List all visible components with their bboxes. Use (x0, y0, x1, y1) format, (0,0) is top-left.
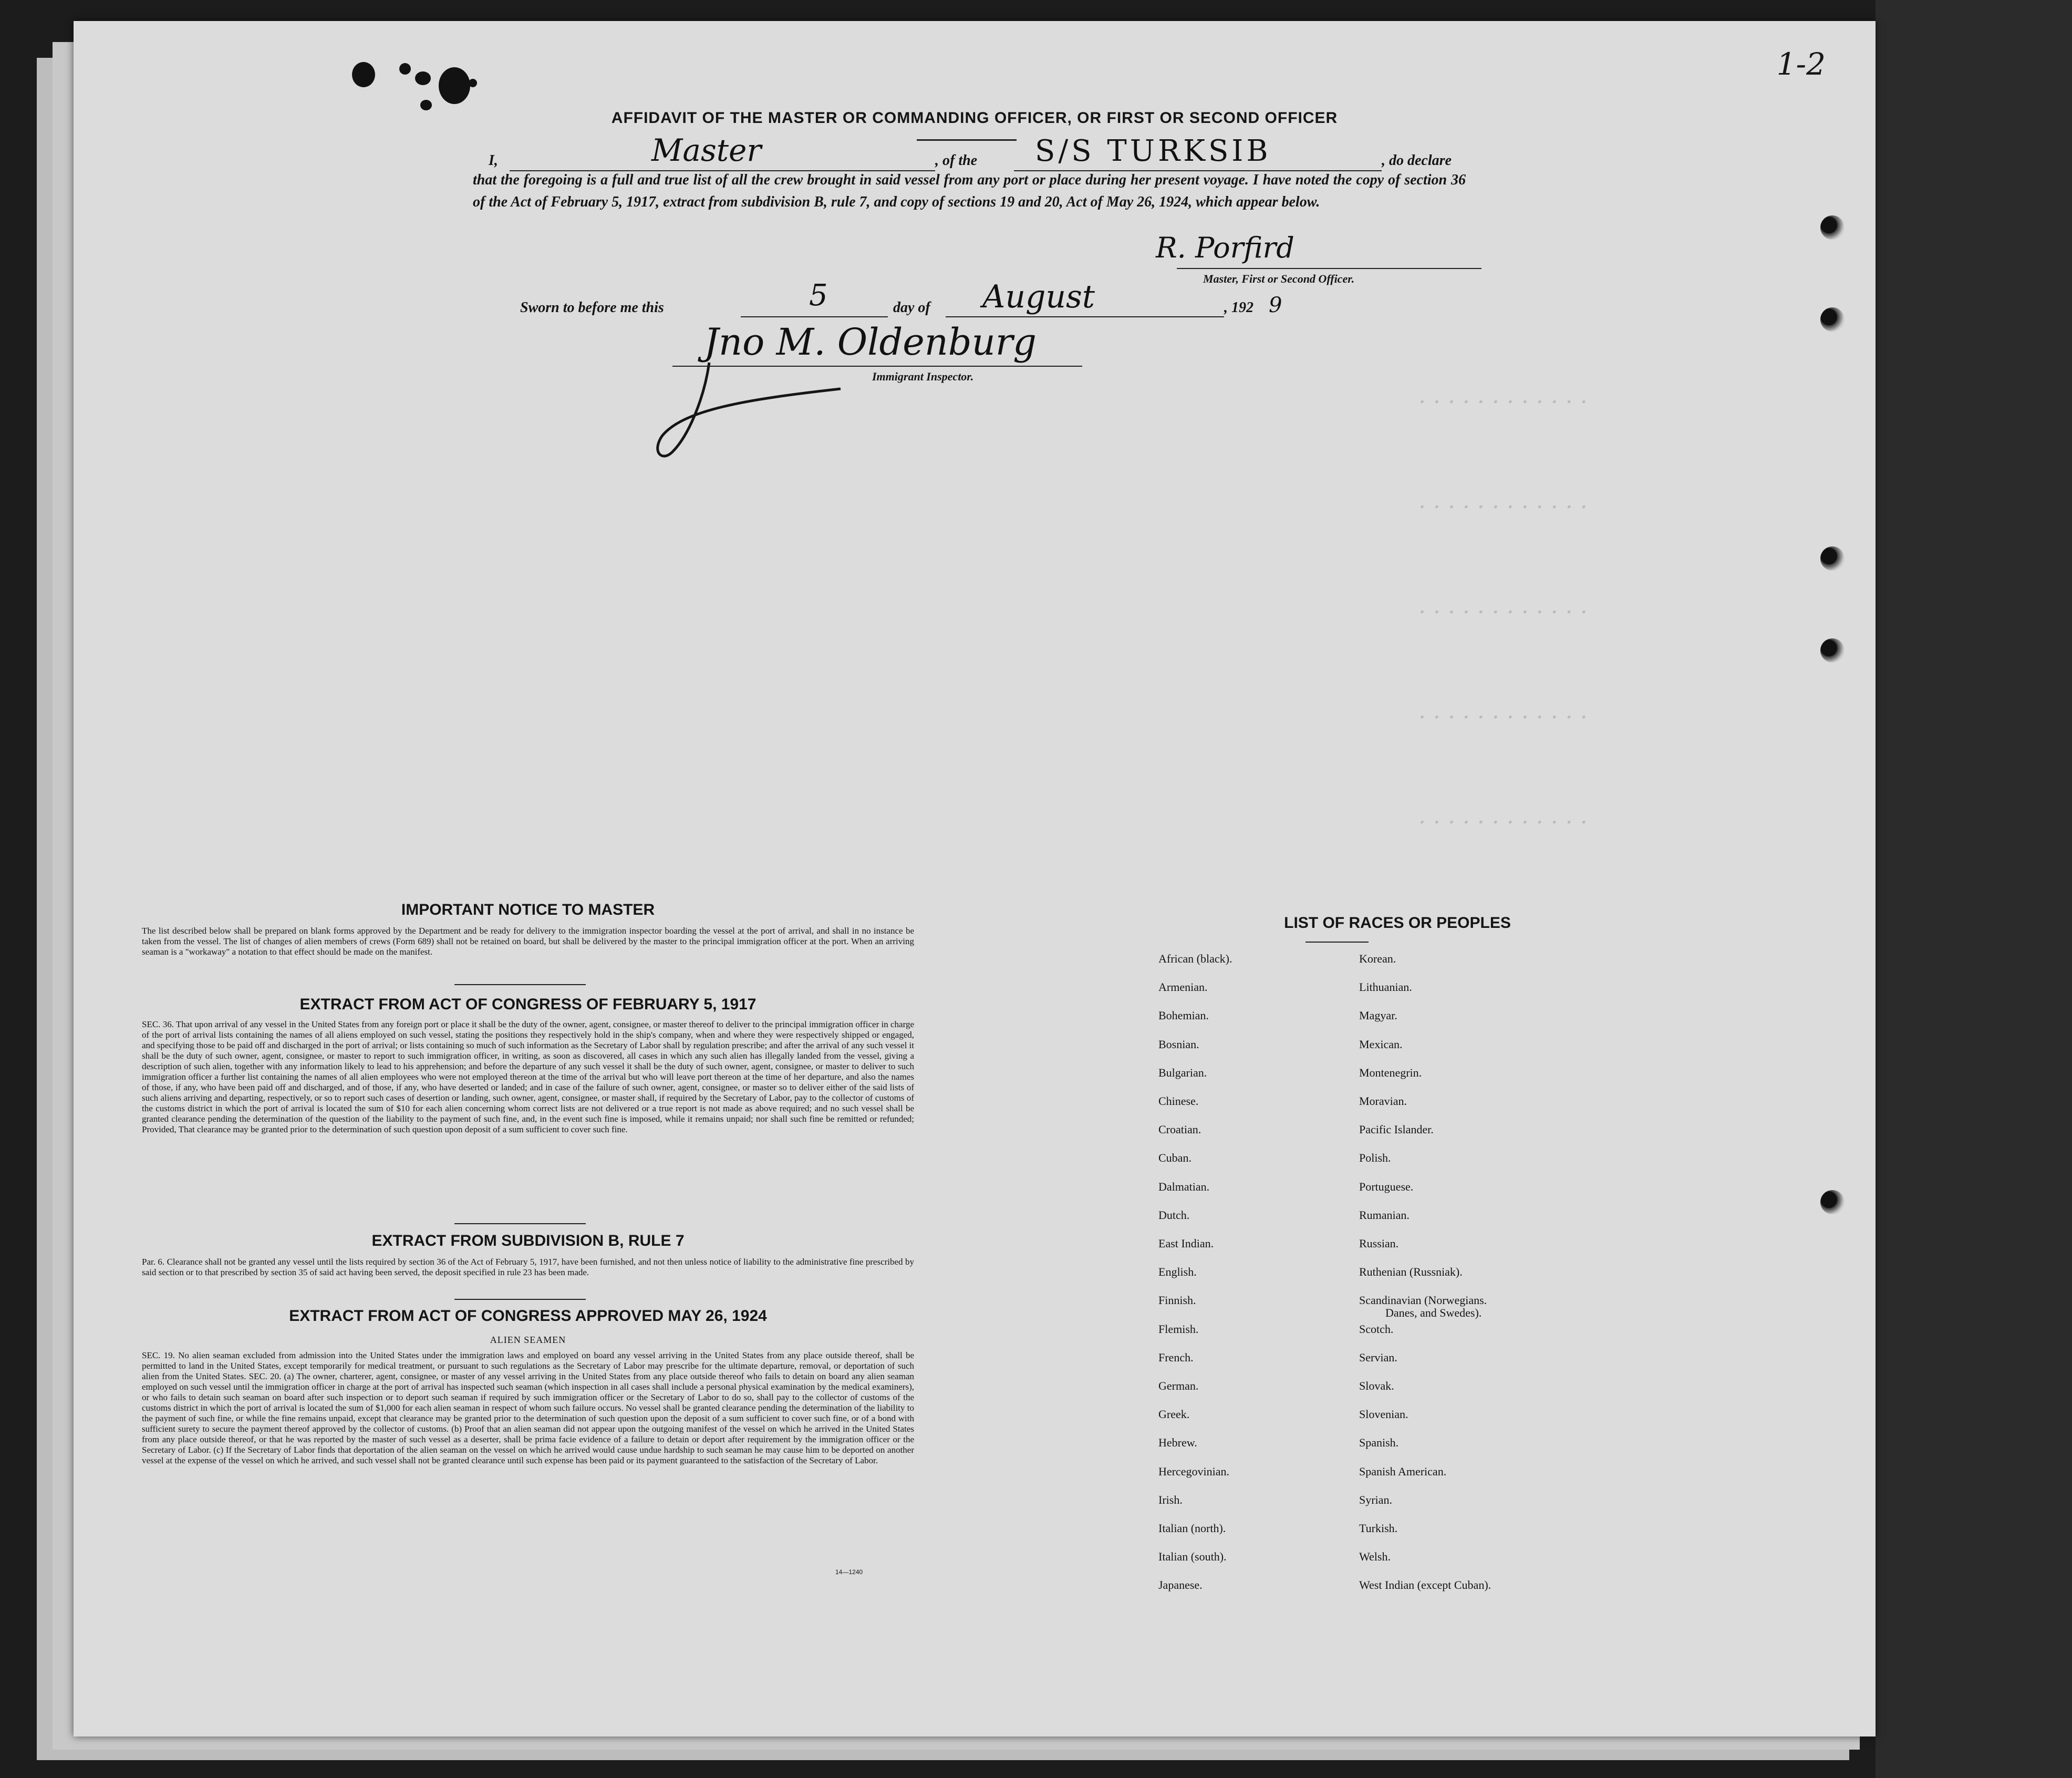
race-item: Scandinavian (Norwegians. (1359, 1294, 1487, 1307)
race-item: Servian. (1359, 1350, 1397, 1364)
race-item: Rumanian. (1359, 1208, 1410, 1222)
race-item: Greek. (1158, 1408, 1190, 1421)
master-signature: R. Porfird (1156, 231, 1294, 264)
race-item: Irish. (1158, 1493, 1183, 1506)
race-item: Italian (south). (1158, 1550, 1227, 1564)
declarant-handwritten: Master (651, 132, 762, 168)
race-item: Spanish American. (1359, 1464, 1447, 1478)
section-divider (454, 1299, 586, 1300)
affidavit-body: that the foregoing is a full and true list of all the crew brought in said vessel from any port or place during her present voyage. I have noted the copy of section 36 of the Act of February 5, 1917, extract from subdivision B, rule 7, and copy of sections 19 and 20, Act of May 26, 1924, which appear below. (473, 172, 1466, 210)
races-title-rule (1306, 942, 1369, 943)
race-item: Moravian. (1359, 1094, 1407, 1108)
race-item: Japanese. (1158, 1578, 1203, 1592)
race-item: Dutch. (1158, 1208, 1190, 1222)
day-line (741, 316, 888, 317)
race-item: Dalmatian. (1158, 1180, 1210, 1193)
binder-hole (1820, 546, 1845, 571)
ink-blot (469, 79, 477, 87)
race-item: Hercegovinian. (1158, 1464, 1229, 1478)
race-item: Flemish. (1158, 1322, 1199, 1336)
binder-hole (1820, 307, 1845, 332)
race-item: Polish. (1359, 1151, 1391, 1165)
bleed-through-row: · · · · · · · · · · · · (1418, 704, 1588, 731)
race-item: Montenegrin. (1359, 1066, 1422, 1079)
document-page (74, 21, 1876, 1736)
signature-flourish (641, 357, 862, 462)
day-of-label: day of (893, 299, 930, 316)
notice-title: IMPORTANT NOTICE TO MASTER (401, 901, 655, 918)
year-handwritten: 9 (1269, 293, 1282, 317)
races-title: LIST OF RACES OR PEOPLES (1284, 914, 1511, 932)
race-item: Welsh. (1359, 1550, 1391, 1564)
race-item: West Indian (except Cuban). (1359, 1578, 1491, 1592)
race-item: Danes, and Swedes). (1385, 1306, 1482, 1320)
declarant-prefix: I, (489, 152, 498, 169)
ink-blot (439, 67, 470, 104)
race-item: Lithuanian. (1359, 980, 1412, 994)
bleed-through-row: · · · · · · · · · · · · (1418, 494, 1588, 521)
bleed-through-row: · · · · · · · · · · · · (1418, 599, 1588, 626)
form-number: 14—1240 (835, 1568, 863, 1576)
master-signature-line (1177, 268, 1482, 269)
race-item: Cuban. (1158, 1151, 1192, 1165)
race-item: Mexican. (1359, 1037, 1403, 1051)
race-item: Magyar. (1359, 1009, 1397, 1022)
master-caption: Master, First or Second Officer. (1203, 272, 1355, 285)
notice-text: The list described below shall be prepared on blank forms approved by the Department and be ready for delivery to the immigration inspector boarding the vessel at the port of arrival, and shall in no instance be taken from the vessel. The list of changes of alien members of crews (Form 689) shall not be retained on board, but shall be delivered by the master to the principal immigration officer at the port. When an arriving seaman is a "workaway" a notation to that effect should be made on the manifest. (142, 926, 914, 957)
extract-1917-text: SEC. 36. That upon arrival of any vessel in the United States from any foreign port or place it shall be the duty of the owner, agent, consignee, or master thereof to deliver to the principal immigration officer in charge of the port of arrival lists containing the names of all aliens employed on such vessel, stating the positions they respectively hold in the ship's company, when and where they were respectively shipped or engaged, and specifying those to be paid off and discharged in the port of arrival; or lists containing so much of such information as the Secretary of Labor shall by regulation prescribe; and after the arrival of any such vessel it shall be the duty of such owner, agent, consignee, or master to report to such immigration officer, in writing, as soon as discovered, all cases in which any such alien has illegally landed from the vessel, giving a description of such alien, together with any information likely to lead to his apprehension; and before the departure of any such vessel it shall be the duty of such owner, agent, consignee, or master to deliver to such immigration officer a further list containing the names of all alien employees who were not employed thereon at the time of the arrival but who will leave port thereon at the time of her departure, and also the names of those, if any, who have been paid off and discharged, and of those, if any, who have deserted or landed; and in case of the failure of such owner, agent, consignee, or master so to deliver either of the said lists of such aliens arriving and departing, respectively, or so to report such cases of desertion or landing, such owner, agent, consignee, or master shall, if required by the Secretary of Labor, pay to the collector of customs of the customs district in which the port of arrival is located the sum of $10 for each alien concerning whom correct lists are not delivered or a true report is not made as above required; and no such vessel shall be granted clearance pending the determination of the question of the liability to the payment of such fine, and, in the event such fine is imposed, while it remains unpaid; nor shall such fine be remitted or refunded; Provided, That clearance may be granted prior to the determination of such question upon deposit of a sum sufficient to cover such fine. (142, 1019, 914, 1134)
section-divider (454, 1223, 586, 1224)
race-item: Italian (north). (1158, 1522, 1226, 1535)
year-printed: , 192 (1224, 299, 1253, 316)
do-declare-label: , do declare (1382, 152, 1452, 169)
corner-page-mark: 1-2 (1776, 46, 1826, 82)
race-item: Croatian. (1158, 1123, 1201, 1136)
ink-blot (420, 100, 432, 110)
extract-rule7-text: Par. 6. Clearance shall not be granted any vessel until the lists required by section 36 of the Act of February 5, 1917, have been furnished, and not then unless notice of liability to the administrative fine prescribed by said section or to that prescribed by section 35 of said act having been served, the deposit specified in rule 23 has been made. (142, 1257, 914, 1277)
race-item: Bosnian. (1158, 1037, 1199, 1051)
month-line (946, 316, 1224, 317)
dark-background (1876, 0, 2072, 1778)
race-item: Chinese. (1158, 1094, 1199, 1108)
race-item: Portuguese. (1359, 1180, 1414, 1193)
sworn-label: Sworn to before me this (520, 299, 664, 316)
vessel-handwritten: S/S TURKSIB (1035, 134, 1271, 168)
extract-1924-title: EXTRACT FROM ACT OF CONGRESS APPROVED MAY 26, 1924 (289, 1307, 767, 1325)
affidavit-title: AFFIDAVIT OF THE MASTER OR COMMANDING OFFICER, OR FIRST OR SECOND OFFICER (611, 109, 1338, 127)
race-item: Turkish. (1359, 1522, 1398, 1535)
extract-rule7-title: EXTRACT FROM SUBDIVISION B, RULE 7 (371, 1232, 685, 1249)
title-rule (917, 139, 1017, 141)
binder-hole (1820, 638, 1845, 663)
extract-1917-title: EXTRACT FROM ACT OF CONGRESS OF FEBRUARY 5, 1917 (299, 996, 757, 1013)
race-item: Spanish. (1359, 1436, 1399, 1450)
race-item: Scotch. (1359, 1322, 1394, 1336)
race-item: Bohemian. (1158, 1009, 1209, 1022)
race-item: Ruthenian (Russniak). (1359, 1265, 1463, 1279)
binder-hole (1820, 215, 1845, 240)
race-item: Russian. (1359, 1237, 1399, 1250)
race-item: East Indian. (1158, 1237, 1214, 1250)
inspector-signature: Jno M. Oldenburg (704, 321, 1037, 364)
extract-1924-subtitle: ALIEN SEAMEN (490, 1335, 566, 1345)
race-item: Pacific Islander. (1359, 1123, 1434, 1136)
race-item: Syrian. (1359, 1493, 1392, 1506)
race-item: Hebrew. (1158, 1436, 1197, 1450)
day-handwritten: 5 (809, 278, 828, 313)
inspector-caption: Immigrant Inspector. (872, 370, 974, 383)
race-item: English. (1158, 1265, 1197, 1279)
inspector-signature-line (672, 366, 1082, 367)
binder-hole (1820, 1190, 1845, 1214)
race-item: Slovenian. (1359, 1408, 1408, 1421)
race-item: Slovak. (1359, 1379, 1394, 1392)
ink-blot (352, 62, 375, 87)
bleed-through-row: · · · · · · · · · · · · (1418, 809, 1588, 836)
section-divider (454, 984, 586, 985)
of-the-label: , of the (935, 152, 978, 169)
race-item: German. (1158, 1379, 1199, 1392)
month-handwritten: August (982, 278, 1095, 315)
race-item: Korean. (1359, 952, 1396, 965)
race-item: Finnish. (1158, 1294, 1196, 1307)
ink-blot (415, 71, 431, 85)
bleed-through-row: · · · · · · · · · · · · (1418, 389, 1588, 416)
race-item: African (black). (1158, 952, 1232, 965)
race-item: Bulgarian. (1158, 1066, 1207, 1079)
ink-blot (399, 63, 411, 75)
race-item: Armenian. (1158, 980, 1208, 994)
race-item: French. (1158, 1350, 1194, 1364)
extract-1924-text: SEC. 19. No alien seaman excluded from admission into the United States under the immigration laws and employed on board any vessel arriving in the United States from any place outside thereof, shall be permitted to land in the United States, except temporarily for medical treatment, or pursuant to such regulations as the Secretary of Labor may prescribe for the ultimate departure, removal, or deportation of such alien from the United States. SEC. 20. (a) The owner, charterer, agent, consignee, or master of any vessel arriving in the United States from any place outside thereof who fails to detain on board any alien seaman employed on such vessel until the immigration officer in charge at the port of arrival has inspected such seaman (which inspection in all cases shall include a personal physical examination by the medical examiners), or who fails to detain such seaman on board after such inspection or to deport such seaman if required by such immigration officer or the Secretary of Labor to do so, shall pay to the collector of customs of the customs district in which the port of arrival is located the sum of $1,000 for each alien seaman in respect of whom such failure occurs. No vessel shall be granted clearance pending the determination of the liability to the payment of such fine, or while the fine remains unpaid, except that clearance may be granted prior to the determination of such question upon the deposit of a sum sufficient to cover such fine, or of a bond with sufficient surety to secure the payment thereof approved by the collector of customs. (b) Proof that an alien seaman did not appear upon the outgoing manifest of the vessel on which he arrived in the United States from any place outside thereof, or that he was reported by the master of such vessel as a deserter, shall be prima facie evidence of a failure to detain or deport after requirement by the immigration officer or the Secretary of Labor. (c) If the Secretary of Labor finds that deportation of the alien seaman on the vessel on which he arrived would cause undue hardship to such seaman he may cause him to be deported on another vessel at the expense of the vessel on which he arrived, and such vessel shall not be granted clearance until such expense has been paid or its payment guaranteed to the satisfaction of the Secretary of Labor. (142, 1350, 914, 1465)
